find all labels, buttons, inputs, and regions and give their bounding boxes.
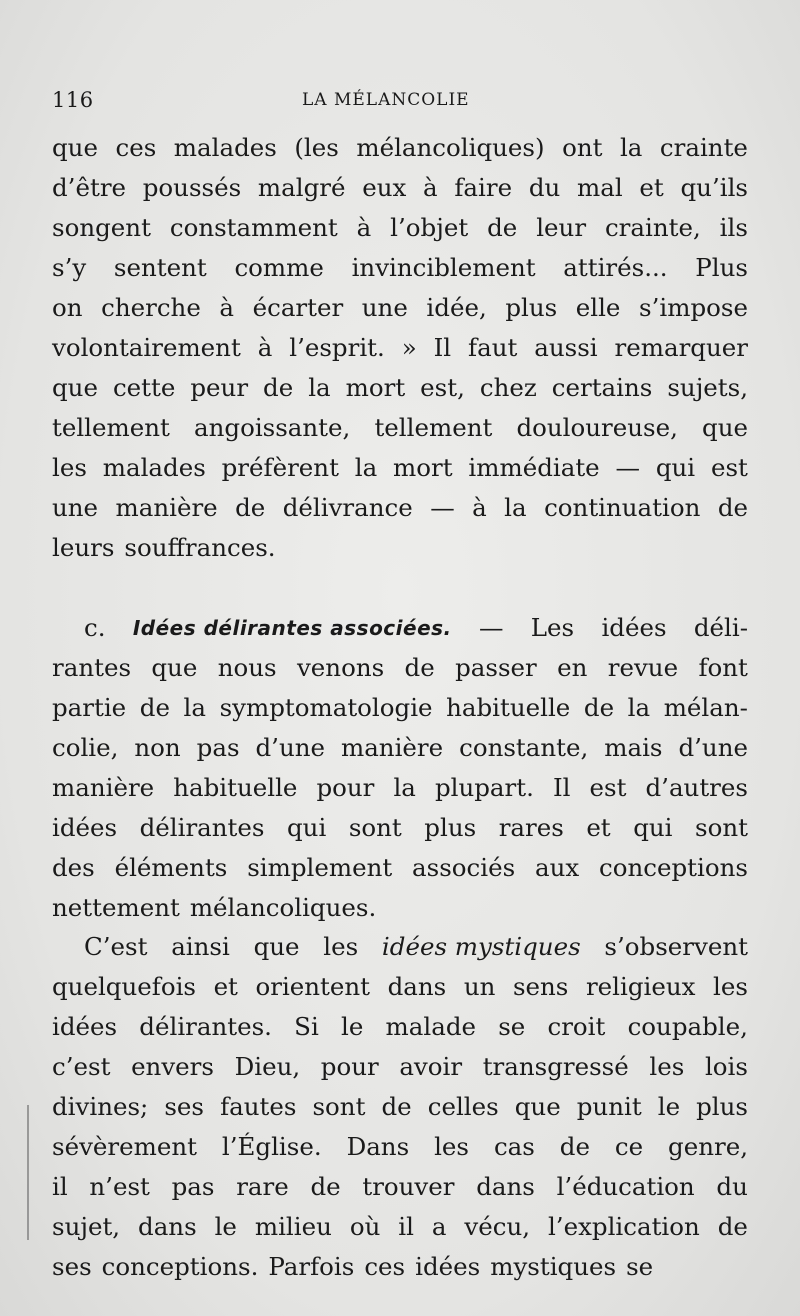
word: envers: [131, 1052, 214, 1081]
word: divines;: [52, 1092, 149, 1121]
word: les: [649, 1052, 685, 1081]
word: la: [308, 373, 331, 402]
word: (les: [294, 133, 339, 162]
text-line: [52, 1207, 748, 1247]
word: du: [716, 1172, 748, 1201]
word: idée,: [426, 293, 487, 322]
word: manière: [115, 493, 218, 522]
word: comme: [234, 253, 324, 282]
word: trouver: [362, 1172, 455, 1201]
text-line: [52, 1007, 748, 1047]
text-line: [52, 528, 748, 568]
word: sont: [348, 813, 402, 842]
word: que: [702, 413, 748, 442]
word: une: [52, 493, 99, 522]
text-line: [52, 248, 748, 288]
word: dans: [138, 1212, 197, 1241]
word: s’y: [52, 253, 87, 282]
word: à: [472, 493, 487, 522]
word: rare: [236, 1172, 289, 1201]
word: ces: [115, 133, 157, 162]
word: est,: [420, 373, 465, 402]
word: et: [639, 173, 664, 202]
word: de: [263, 373, 294, 402]
word: délirantes: [139, 813, 265, 842]
word: que: [514, 1092, 561, 1121]
word: Idées délirantes associées.: [132, 616, 452, 640]
word: cas: [493, 1132, 535, 1161]
word: de: [583, 693, 615, 722]
word: la: [619, 133, 643, 162]
word: est: [589, 773, 627, 802]
running-title: LA MÉLANCOLIE: [302, 90, 470, 110]
word: la: [393, 773, 416, 802]
word: plus: [505, 293, 558, 322]
word: délivrance: [282, 493, 413, 522]
text-line: [52, 368, 748, 408]
word: l’explication: [547, 1212, 700, 1241]
word: nettement: [52, 893, 180, 922]
word: angoissante,: [194, 413, 351, 442]
word: que: [52, 373, 98, 402]
word: idées: [52, 1012, 118, 1041]
text-line: [52, 448, 748, 488]
word: ces: [364, 1252, 406, 1281]
word: idées: [601, 613, 667, 642]
word: est: [710, 453, 748, 482]
word: colie,: [52, 733, 119, 762]
word: le: [341, 1012, 364, 1041]
word: dans: [476, 1172, 535, 1201]
word: qui: [633, 813, 673, 842]
text-line: [52, 1247, 748, 1287]
word: ses: [164, 1092, 205, 1121]
word: en: [557, 653, 588, 682]
word: de: [235, 493, 266, 522]
word: Il: [433, 333, 452, 362]
word: que: [151, 653, 198, 682]
word: attirés...: [563, 253, 668, 282]
word: c’est: [52, 1052, 111, 1081]
word: poussés: [142, 173, 242, 202]
word: aussi: [534, 333, 598, 362]
word: que: [52, 133, 98, 162]
word: un: [463, 972, 496, 1001]
word: —: [615, 453, 641, 482]
word: de: [717, 493, 748, 522]
word: sévèrement: [52, 1132, 197, 1161]
word: du: [528, 173, 561, 202]
word: ont: [562, 133, 603, 162]
paragraph-associated-delusions: [52, 608, 748, 928]
word: volontairement: [52, 333, 241, 362]
word: l’Église.: [221, 1132, 322, 1161]
word: la: [627, 693, 651, 722]
text-line: [52, 608, 748, 648]
word: continuation: [544, 493, 701, 522]
word: pour: [320, 1052, 379, 1081]
word: de: [487, 213, 518, 242]
word: mort: [345, 373, 406, 402]
word: idées mystiques: [381, 932, 581, 961]
text-line: [52, 728, 748, 768]
word: nous: [217, 653, 277, 682]
word: sens: [512, 972, 569, 1001]
word: sont: [695, 813, 748, 842]
word: chez: [479, 373, 537, 402]
word: qui: [655, 453, 696, 482]
word: délirantes.: [139, 1012, 272, 1041]
word: sont: [312, 1092, 366, 1121]
word: mélancoliques.: [189, 893, 377, 922]
word: venons: [296, 653, 385, 682]
word: déli-: [693, 613, 748, 642]
word: qui: [287, 813, 327, 842]
word: constante,: [459, 733, 589, 762]
word: croit: [547, 1012, 606, 1041]
word: »: [401, 333, 417, 362]
word: symptomatologie: [219, 693, 433, 722]
word: —: [478, 613, 504, 642]
word: à: [423, 173, 438, 202]
word: s’impose: [639, 293, 748, 322]
word: simplement: [247, 853, 393, 882]
word: Plus: [695, 253, 748, 282]
word: conceptions: [599, 853, 748, 882]
word: Les: [530, 613, 575, 642]
word: crainte: [659, 133, 748, 162]
word: la: [183, 693, 206, 722]
word: les: [323, 932, 359, 961]
word: ce: [614, 1132, 644, 1161]
word: certains: [551, 373, 653, 402]
word: Il: [552, 773, 571, 802]
text-line: [52, 927, 748, 967]
word: crainte,: [604, 213, 701, 242]
text-line: [52, 688, 748, 728]
word: pour: [316, 773, 375, 802]
word: mal: [577, 173, 623, 202]
word: d’une: [678, 733, 748, 762]
page-number: 116: [52, 88, 94, 112]
word: l’éducation: [556, 1172, 695, 1201]
word: milieu: [254, 1212, 332, 1241]
word: font: [698, 653, 748, 682]
word: il: [398, 1212, 414, 1241]
word: eux: [362, 173, 407, 202]
word: vécu,: [464, 1212, 531, 1241]
word: de: [404, 653, 435, 682]
word: l’objet: [390, 213, 469, 242]
word: des: [52, 853, 95, 882]
word: habituelle: [173, 773, 298, 802]
word: qu’ils: [680, 173, 748, 202]
text-line: [52, 168, 748, 208]
word: l’esprit.: [289, 333, 385, 362]
word: rares: [498, 813, 564, 842]
word: préfèrent: [221, 453, 339, 482]
word: genre,: [668, 1132, 748, 1161]
word: plupart.: [434, 773, 534, 802]
word: religieux: [585, 972, 696, 1001]
word: Parfois: [268, 1252, 355, 1281]
text-line: [52, 1127, 748, 1167]
word: de: [139, 693, 170, 722]
word: de: [381, 1092, 412, 1121]
text-line: [52, 768, 748, 808]
text-line: [52, 328, 748, 368]
word: remarquer: [614, 333, 748, 362]
text-line: [52, 288, 748, 328]
word: invinciblement: [351, 253, 536, 282]
word: à: [257, 333, 273, 362]
word: se: [498, 1012, 526, 1041]
word: mélan-: [663, 693, 748, 722]
word: mystiques: [490, 1252, 617, 1281]
word: douloureuse,: [516, 413, 678, 442]
word: leurs: [52, 533, 115, 562]
word: d’être: [52, 173, 127, 202]
word: la: [354, 453, 378, 482]
margin-pencil-mark: [27, 1105, 29, 1240]
word: que: [253, 932, 300, 961]
word: il: [52, 1172, 68, 1201]
page-header: [52, 88, 752, 116]
word: pas: [196, 733, 240, 762]
word: cette: [112, 373, 176, 402]
word: mélancoliques): [356, 133, 545, 162]
word: sentent: [113, 253, 207, 282]
word: malgré: [257, 173, 346, 202]
word: avoir: [399, 1052, 463, 1081]
word: elle: [575, 293, 621, 322]
word: tellement: [52, 413, 170, 442]
word: rantes: [52, 653, 132, 682]
word: se: [626, 1252, 654, 1281]
word: revue: [607, 653, 679, 682]
word: idées: [415, 1252, 481, 1281]
text-line: [52, 1167, 748, 1207]
word: fautes: [220, 1092, 297, 1121]
word: C’est: [84, 932, 148, 961]
text-line: [52, 808, 748, 848]
word: passer: [455, 653, 537, 682]
word: éléments: [114, 853, 228, 882]
word: mais: [604, 733, 663, 762]
word: sujet,: [52, 1212, 121, 1241]
word: la: [504, 493, 527, 522]
word: aux: [535, 853, 580, 882]
word: le: [657, 1092, 681, 1121]
text-line: [52, 1047, 748, 1087]
word: écarter: [252, 293, 344, 322]
word: les: [434, 1132, 470, 1161]
word: constamment: [169, 213, 338, 242]
word: d’autres: [645, 773, 748, 802]
text-line: [52, 488, 748, 528]
word: où: [349, 1212, 381, 1241]
word: —: [430, 493, 455, 522]
word: les: [52, 453, 87, 482]
word: peur: [190, 373, 249, 402]
word: celles: [427, 1092, 499, 1121]
word: sujets,: [667, 373, 748, 402]
word: malades: [102, 453, 206, 482]
word: pas: [171, 1172, 215, 1201]
text-line: [52, 1087, 748, 1127]
word: une: [361, 293, 408, 322]
word: Si: [294, 1012, 319, 1041]
word: songent: [52, 213, 151, 242]
word: immédiate: [468, 453, 600, 482]
text-line: [52, 888, 748, 928]
word: manière: [52, 773, 155, 802]
word: malade: [385, 1012, 477, 1041]
word: d’une: [255, 733, 326, 762]
word: plus: [424, 813, 477, 842]
word: idées: [52, 813, 118, 842]
text-line: [52, 848, 748, 888]
text-line: [52, 128, 748, 168]
paragraph-continuation: [52, 128, 748, 568]
text-line: [52, 648, 748, 688]
word: à: [356, 213, 372, 242]
word: tellement: [374, 413, 493, 442]
word: partie: [52, 693, 127, 722]
word: mort: [393, 453, 453, 482]
word: ainsi: [171, 932, 230, 961]
word: souffrances.: [124, 533, 276, 562]
word: les: [713, 972, 748, 1001]
text-line: [52, 408, 748, 448]
word: de: [559, 1132, 590, 1161]
word: et: [213, 972, 238, 1001]
word: c.: [84, 613, 106, 642]
word: malades: [173, 133, 277, 162]
word: coupable,: [627, 1012, 748, 1041]
word: Dieu,: [234, 1052, 301, 1081]
word: cherche: [101, 293, 201, 322]
word: n’est: [89, 1172, 150, 1201]
word: associés: [412, 853, 516, 882]
word: manière: [340, 733, 444, 762]
word: on: [52, 293, 83, 322]
word: leur: [536, 213, 587, 242]
word: faire: [454, 173, 513, 202]
word: orientent: [255, 972, 371, 1001]
word: a: [431, 1212, 447, 1241]
word: dans: [387, 972, 447, 1001]
word: non: [134, 733, 181, 762]
word: transgressé: [482, 1052, 629, 1081]
word: et: [586, 813, 611, 842]
word: habituelle: [446, 693, 571, 722]
word: plus: [696, 1092, 748, 1121]
word: s’observent: [604, 932, 748, 961]
word: lois: [704, 1052, 748, 1081]
word: Dans: [346, 1132, 410, 1161]
text-line: [52, 208, 748, 248]
text-line: [52, 967, 748, 1007]
word: à: [219, 293, 235, 322]
word: punit: [576, 1092, 642, 1121]
word: ils: [719, 213, 748, 242]
word: quelquefois: [52, 972, 196, 1001]
paragraph-mystical-ideas: [52, 927, 748, 1287]
word: de: [310, 1172, 341, 1201]
word: de: [717, 1212, 748, 1241]
word: conceptions.: [101, 1252, 259, 1281]
word: ses: [52, 1252, 92, 1281]
word: le: [214, 1212, 237, 1241]
word: faut: [468, 333, 518, 362]
